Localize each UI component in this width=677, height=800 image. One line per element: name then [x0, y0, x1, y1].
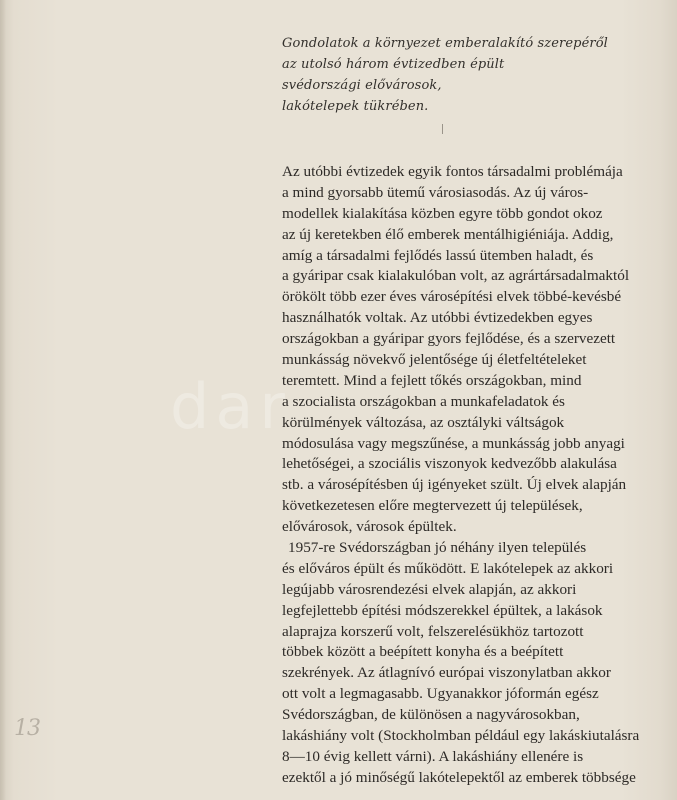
- print-mark: [442, 124, 443, 134]
- text-line: 8—10 évig kellett várni). A lakáshiány ellenére is: [282, 747, 584, 765]
- body-text: [282, 162, 647, 789]
- subtitle-line: az utolsó három évtizedben épült: [282, 57, 505, 72]
- text-line: módosulása vagy megszűnése, a munkásság jobb anyagi: [282, 434, 625, 452]
- text-line: ott volt a legmagasabb. Ugyanakkor jóformán egész: [282, 685, 599, 703]
- text-line: örökölt több ezer éves városépítési elvek többé-kevésbé: [282, 288, 622, 306]
- subtitle-line: lakótelepek tükrében.: [282, 99, 429, 114]
- text-line: stb. a városépítésben új igényeket szült. Új elvek alapján: [282, 476, 627, 494]
- text-line: használhatók voltak. Az utóbbi évtizedekben egyes: [282, 309, 593, 327]
- text-line: alaprajza korszerű volt, felszerelésükhöz tartozott: [282, 622, 584, 640]
- text-line: teremtett. Mind a fejlett tőkés országokban, mind: [282, 371, 582, 389]
- text-line: országokban a gyáripar gyors fejlődése, és a szervezett: [282, 330, 616, 348]
- text-line: a mind gyorsabb ütemű városiasodás. Az új város-: [282, 183, 589, 201]
- text-line: Svédországban, de különösen a nagyvárosokban,: [282, 706, 580, 724]
- chapter-subtitle: [282, 33, 642, 117]
- text-line: legújabb városrendezési elvek alapján, az akkori: [282, 580, 577, 598]
- text-line: az új keretekben élő emberek mentálhigiéniája. Addig,: [282, 225, 614, 243]
- watermark: dar: [170, 370, 291, 443]
- subtitle-line: svédországi elővárosok,: [282, 78, 442, 93]
- text-line: körülmények változása, az osztályki váltságok: [282, 413, 565, 431]
- text-line: munkásság növekvő jelentősége új életfeltételeket: [282, 351, 587, 369]
- text-line: modellek kialakítása közben egyre több gondot okoz: [282, 204, 603, 222]
- text-line: elővárosok, városok épültek.: [282, 518, 457, 536]
- page-number: 13: [14, 716, 40, 741]
- text-line: a szocialista országokban a munkafeladatok és: [282, 392, 565, 410]
- text-line: ezektől a jó minőségű lakótelepektől az emberek többsége: [282, 768, 636, 786]
- text-line: és előváros épült és működött. E lakótelepek az akkori: [282, 559, 614, 577]
- text-line: 1957-re Svédországban jó néhány ilyen település: [288, 539, 587, 557]
- text-line: amíg a társadalmi fejlődés lassú ütemben haladt, és: [282, 246, 594, 264]
- text-line: lakáshiány volt (Stockholmban például egy lakáskiutalásra: [282, 727, 640, 745]
- text-line: legfejlettebb építési módszerekkel épültek, a lakások: [282, 601, 603, 619]
- text-line: következetesen előre megtervezett új települések,: [282, 497, 583, 515]
- text-line: Az utóbbi évtizedek egyik fontos társadalmi problémája: [282, 163, 623, 180]
- text-line: a gyáripar csak kialakulóban volt, az agrártársadalmaktól: [282, 267, 630, 285]
- text-line: szekrények. Az átlagnívó európai viszonylatban akkor: [282, 664, 611, 682]
- page-gutter-shadow: [0, 0, 6, 800]
- text-line: lehetőségei, a szociális viszonyok kedvezőbb alakulása: [282, 455, 617, 473]
- subtitle-line: Gondolatok a környezet emberalakító szerepéről: [282, 36, 608, 51]
- text-line: többek között a beépített konyha és a beépített: [282, 643, 564, 661]
